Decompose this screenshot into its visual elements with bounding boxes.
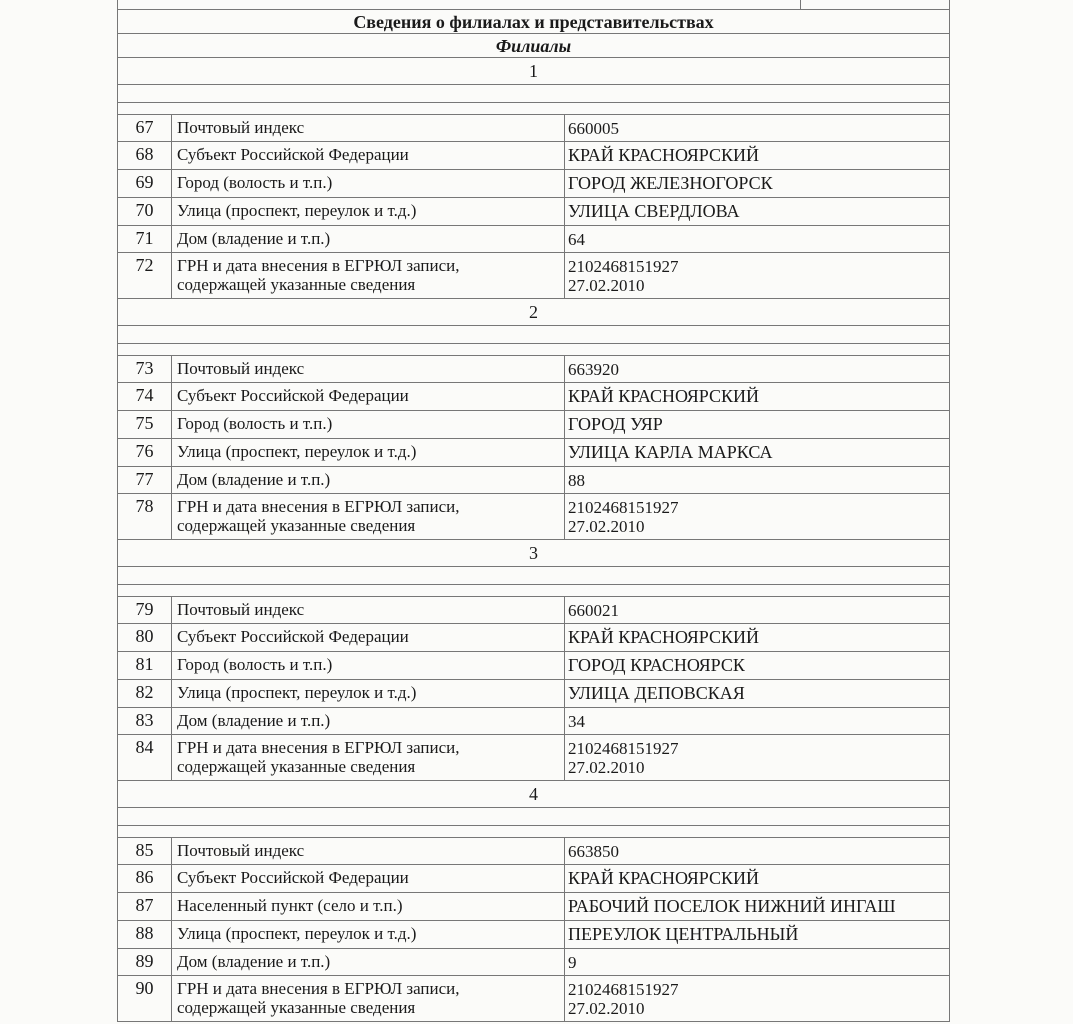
- row-number: 76: [118, 439, 172, 466]
- row-number: 83: [118, 708, 172, 734]
- row-value: 64: [568, 230, 585, 249]
- table-row: [117, 356, 950, 383]
- table-row: [117, 624, 950, 652]
- row-label: Город (волость и т.п.): [172, 170, 565, 197]
- row-label-line1: ГРН и дата внесения в ЕГРЮЛ записи,: [177, 738, 460, 757]
- row-value: 660021: [568, 601, 619, 620]
- row-label: Субъект Российской Федерации: [172, 624, 565, 651]
- row-value: КРАЙ КРАСНОЯРСКИЙ: [568, 386, 759, 406]
- row-label-line1: ГРН и дата внесения в ЕГРЮЛ записи,: [177, 256, 460, 275]
- grn-number: 2102468151927: [568, 257, 679, 276]
- row-value: УЛИЦА ДЕПОВСКАЯ: [568, 683, 745, 703]
- table-row: [117, 494, 950, 540]
- row-number: 69: [118, 170, 172, 197]
- table-row: [117, 115, 950, 142]
- row-label: Улица (проспект, переулок и т.д.): [172, 921, 565, 948]
- row-label: Почтовый индекс: [172, 597, 565, 623]
- row-number: 88: [118, 921, 172, 948]
- row-label: [172, 253, 565, 298]
- table-row: [117, 383, 950, 411]
- row-label: Субъект Российской Федерации: [172, 383, 565, 410]
- row-label: Дом (владение и т.п.): [172, 467, 565, 493]
- registry-extract-page: [117, 0, 950, 1022]
- row-number: 81: [118, 652, 172, 679]
- grn-number: 2102468151927: [568, 739, 679, 758]
- row-number: 84: [118, 735, 172, 780]
- subsection-title: Филиалы: [117, 34, 950, 58]
- row-label: Почтовый индекс: [172, 838, 565, 864]
- row-label: [172, 735, 565, 780]
- table-row: [117, 198, 950, 226]
- row-label-line2: содержащей указанные сведения: [177, 757, 416, 776]
- branch-number: 4: [117, 781, 950, 808]
- branch-number: 2: [117, 299, 950, 326]
- grn-number: 2102468151927: [568, 498, 679, 517]
- row-label: Город (волость и т.п.): [172, 652, 565, 679]
- row-value: КРАЙ КРАСНОЯРСКИЙ: [568, 627, 759, 647]
- branch-gap: [117, 585, 950, 597]
- table-row: [117, 893, 950, 921]
- branch-gap: [117, 103, 950, 115]
- row-label: Улица (проспект, переулок и т.д.): [172, 198, 565, 225]
- row-value: 34: [568, 712, 585, 731]
- row-number: 78: [118, 494, 172, 539]
- row-value: ГОРОД УЯР: [568, 414, 663, 434]
- row-number: 89: [118, 949, 172, 975]
- row-value: [565, 735, 949, 780]
- row-value: 663850: [568, 842, 619, 861]
- row-value: 660005: [568, 119, 619, 138]
- row-number: 71: [118, 226, 172, 252]
- entry-date: 27.02.2010: [568, 758, 645, 777]
- previous-table-stub: [117, 0, 950, 10]
- row-value: 88: [568, 471, 585, 490]
- row-value: [565, 253, 949, 298]
- row-label: [172, 976, 565, 1021]
- row-value: КРАЙ КРАСНОЯРСКИЙ: [568, 145, 759, 165]
- table-row: [117, 170, 950, 198]
- branch-number: 1: [117, 58, 950, 85]
- row-number: 87: [118, 893, 172, 920]
- grn-number: 2102468151927: [568, 980, 679, 999]
- row-label: Улица (проспект, переулок и т.д.): [172, 680, 565, 707]
- row-value: ГОРОД ЖЕЛЕЗНОГОРСК: [568, 173, 773, 193]
- table-row: [117, 735, 950, 781]
- row-number: 70: [118, 198, 172, 225]
- row-number: 80: [118, 624, 172, 651]
- row-number: 72: [118, 253, 172, 298]
- branch-number: 3: [117, 540, 950, 567]
- table-row: [117, 838, 950, 865]
- row-label: Населенный пункт (село и т.п.): [172, 893, 565, 920]
- row-label: Дом (владение и т.п.): [172, 708, 565, 734]
- row-number: 74: [118, 383, 172, 410]
- row-label-line2: содержащей указанные сведения: [177, 998, 416, 1017]
- row-label: Почтовый индекс: [172, 115, 565, 141]
- row-number: 67: [118, 115, 172, 141]
- row-value: КРАЙ КРАСНОЯРСКИЙ: [568, 868, 759, 888]
- section-title: Сведения о филиалах и представительствах: [117, 10, 950, 34]
- branch-spacer: [117, 567, 950, 585]
- table-row: [117, 226, 950, 253]
- row-value: [565, 494, 949, 539]
- row-number: 79: [118, 597, 172, 623]
- table-row: [117, 921, 950, 949]
- row-number: 68: [118, 142, 172, 169]
- row-label: Улица (проспект, переулок и т.д.): [172, 439, 565, 466]
- branch-gap: [117, 344, 950, 356]
- table-row: [117, 597, 950, 624]
- row-value: 663920: [568, 360, 619, 379]
- branch-spacer: [117, 85, 950, 103]
- branch-gap: [117, 826, 950, 838]
- row-label: Город (волость и т.п.): [172, 411, 565, 438]
- entry-date: 27.02.2010: [568, 276, 645, 295]
- row-value: УЛИЦА КАРЛА МАРКСА: [568, 442, 773, 462]
- row-label-line1: ГРН и дата внесения в ЕГРЮЛ записи,: [177, 497, 460, 516]
- row-label: [172, 494, 565, 539]
- table-row: [117, 467, 950, 494]
- row-number: 73: [118, 356, 172, 382]
- row-value: УЛИЦА СВЕРДЛОВА: [568, 201, 740, 221]
- entry-date: 27.02.2010: [568, 517, 645, 536]
- table-row: [117, 865, 950, 893]
- branch-spacer: [117, 326, 950, 344]
- row-number: 82: [118, 680, 172, 707]
- row-label-line1: ГРН и дата внесения в ЕГРЮЛ записи,: [177, 979, 460, 998]
- table-row: [117, 976, 950, 1022]
- row-number: 75: [118, 411, 172, 438]
- row-number: 85: [118, 838, 172, 864]
- row-label-line2: содержащей указанные сведения: [177, 275, 416, 294]
- table-row: [117, 411, 950, 439]
- row-value: РАБОЧИЙ ПОСЕЛОК НИЖНИЙ ИНГАШ: [568, 896, 896, 916]
- row-label: Субъект Российской Федерации: [172, 865, 565, 892]
- row-label: Дом (владение и т.п.): [172, 226, 565, 252]
- row-label: Субъект Российской Федерации: [172, 142, 565, 169]
- row-number: 90: [118, 976, 172, 1021]
- row-value: 9: [568, 953, 577, 972]
- table-row: [117, 949, 950, 976]
- table-row: [117, 652, 950, 680]
- row-number: 77: [118, 467, 172, 493]
- row-value: [565, 976, 949, 1021]
- table-row: [117, 708, 950, 735]
- row-label-line2: содержащей указанные сведения: [177, 516, 416, 535]
- entry-date: 27.02.2010: [568, 999, 645, 1018]
- branch-spacer: [117, 808, 950, 826]
- table-row: [117, 253, 950, 299]
- table-row: [117, 439, 950, 467]
- table-row: [117, 142, 950, 170]
- row-value: ПЕРЕУЛОК ЦЕНТРАЛЬНЫЙ: [568, 924, 799, 944]
- row-number: 86: [118, 865, 172, 892]
- row-label: Почтовый индекс: [172, 356, 565, 382]
- row-value: ГОРОД КРАСНОЯРСК: [568, 655, 745, 675]
- table-row: [117, 680, 950, 708]
- row-label: Дом (владение и т.п.): [172, 949, 565, 975]
